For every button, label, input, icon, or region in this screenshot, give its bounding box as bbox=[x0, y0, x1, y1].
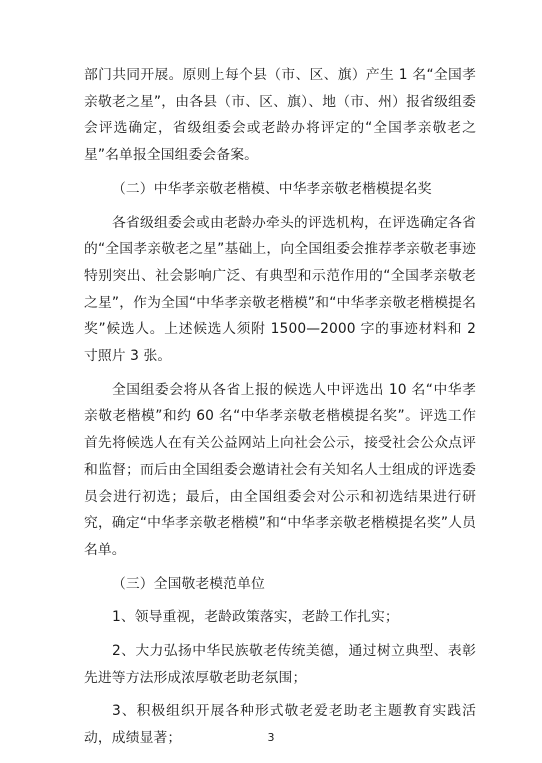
paragraph-1: 部门共同开展。原则上每个县（市、区、旗）产生 1 名“全国孝亲敬老之星”，由各县（市、区、旗）、地（市、州）报省级组委会评选确定，省级组委会或老龄办将评定的“全国孝亲敬老之星”名单报全国组委会备案。 bbox=[84, 67, 476, 164]
page-number: 3 bbox=[267, 731, 275, 744]
paragraph-3: 各省级组委会或由老龄办牵头的评选机构，在评选确定各省的“全国孝亲敬老之星”基础上，向全国组委会推荐孝亲敬老事迹特别突出、社会影响广泛、有典型和示范作用的“全国孝亲敬老之星”，作为全国“中华孝亲敬老楷模”和“中华孝亲敬老楷模提名奖”候选人。上述候选人须附 1500—2000 字的事迹材料和 2 寸照片 3 张。 bbox=[84, 214, 476, 365]
section-heading-3: （三）全国敬老模范单位 bbox=[112, 575, 265, 592]
list-item-3: 3、积极组织开展各种形式敬老爱老助老主题教育实践活动，成绩显著； bbox=[84, 703, 476, 747]
paragraph-4: 全国组委会将从各省上报的候选人中评选出 10 名“中华孝亲敬老楷模”和约 60 名“中华孝亲敬老楷模提名奖”。评选工作首先将候选人在有关公益网站上向社会公示，接受社会公众点评和监督；而后由全国组委会邀请社会有关知名人士组成的评选委员会进行初选；最后，由全国组委会对公示和初选结果进行研究，确定“中华孝亲敬老楷模”和“中华孝亲敬老楷模提名奖”人员名单。 bbox=[84, 381, 476, 558]
section-heading-2: （二）中华孝亲敬老楷模、中华孝亲敬老楷模提名奖 bbox=[112, 180, 432, 197]
list-item-2: 2、大力弘扬中华民族敬老传统美德，通过树立典型、表彰先进等方法形成浓厚敬老助老氛围； bbox=[84, 643, 476, 686]
document-body bbox=[84, 62, 476, 759]
list-item-1: 1、领导重视，老龄政策落实，老龄工作扎实； bbox=[112, 609, 399, 626]
